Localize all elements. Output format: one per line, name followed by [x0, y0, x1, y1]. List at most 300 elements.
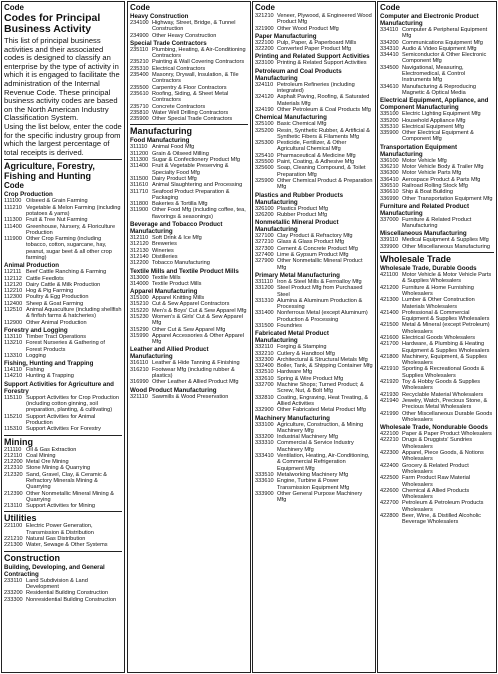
activity-code: 235810	[130, 109, 149, 116]
subsection-heading: Beverage and Tobacco Product Manufacturing	[130, 221, 223, 236]
activity-name: Other Miscellaneous Manufacturing	[402, 243, 490, 250]
activity-row	[380, 52, 494, 65]
activity-name: Jewelry, Watch, Precious Stone, & Precious Metal Wholesalers	[402, 397, 488, 411]
subsection-heading: Heavy Construction	[130, 13, 189, 20]
column-2	[127, 1, 251, 673]
activity-code: 332110	[255, 344, 274, 351]
activity-name: Clay Product & Refractory Mfg	[277, 233, 353, 240]
subsection-heading: Wood Product Manufacturing	[130, 386, 217, 394]
activity-name: Sand, Gravel, Clay, & Ceramic & Refractory Minerals Mining & Quarrying	[26, 471, 108, 491]
activity-code: 332300	[255, 356, 274, 363]
activity-row	[255, 82, 373, 95]
subsection-heading: Animal Production	[4, 262, 60, 270]
activity-code: 315990	[130, 332, 149, 339]
activity-name: Petroleum & Petroleum Products Wholesalers	[402, 500, 484, 513]
activity-name: Household Appliance Mfg	[402, 117, 466, 124]
activity-code: 313000	[130, 274, 149, 281]
activity-code: 336990	[380, 195, 399, 202]
activity-code: 324110	[255, 81, 274, 88]
activity-code: 221300	[4, 542, 23, 549]
activity-name: Pesticide, Fertilizer, & Other Agricultural Chemical Mfg	[277, 140, 347, 153]
activity-name: Soft Drink & Ice Mfg	[152, 235, 202, 242]
activity-code: 421800	[380, 353, 399, 360]
activity-name: Motor Vehicle Parts Mfg	[402, 170, 462, 177]
activity-name: Other Heavy Construction	[152, 32, 217, 39]
activity-row	[255, 94, 373, 107]
activity-name: Other Crop Farming (including tobacco, cotton, sugarcane, hay, peanut, sugar beet & all other crop farming)	[26, 236, 112, 261]
activity-code: 315220	[130, 307, 149, 314]
activity-name: Boiler, Tank, & Shipping Container Mfg	[277, 363, 373, 370]
activity-code: 332810	[255, 394, 274, 401]
activity-row	[130, 189, 248, 202]
activity-name: Other Fabricated Metal Product Mfg	[277, 407, 366, 414]
activity-code: 112300	[4, 294, 23, 301]
activity-code: 235710	[130, 103, 149, 110]
activity-name: Soap, Cleaning Compound, & Toilet Preparation Mfg	[277, 165, 366, 178]
activity-row	[380, 297, 494, 310]
activity-name: Other Miscellaneous Durable Goods Wholesalers	[402, 410, 493, 423]
activity-name: Highway, Street, Bridge, & Tunnel Construction	[152, 20, 236, 33]
activity-name: Audio & Video Equipment Mfg	[402, 45, 477, 52]
activity-name: Furniture & Related Product Manufacturing	[402, 216, 472, 230]
activity-row	[380, 217, 494, 230]
activity-code: 312120	[130, 241, 149, 248]
activity-row	[380, 500, 494, 513]
section-heading: Utilities	[4, 511, 122, 523]
activity-row	[380, 322, 494, 335]
subsection-heading: Crop Production	[4, 191, 53, 199]
activity-code: 311610	[130, 182, 149, 189]
subsection-heading: Chemical Manufacturing	[255, 114, 327, 122]
activity-row	[130, 379, 248, 385]
activity-row	[380, 310, 494, 323]
activity-name: Alumina & Aluminum Production & Processing	[277, 297, 363, 311]
activity-code: 334500	[380, 64, 399, 71]
activity-code: 334410	[380, 52, 399, 59]
activity-row	[380, 379, 494, 392]
activity-row	[4, 426, 122, 432]
activity-code: 233300	[4, 596, 23, 603]
activity-name: Resin, Synthetic Rubber, & Artificial & Synthetic Fibers & Filaments Mfg	[277, 127, 370, 140]
activity-name: Textile Mills	[152, 274, 181, 281]
activity-name: Paint, Coating, & Adhesive Mfg	[277, 159, 355, 166]
subsection-heading: Support Activities for Agriculture and Forestry	[4, 380, 114, 395]
activity-code: 326200	[255, 211, 274, 218]
activity-name: Furniture & Home Furnishing Wholesalers	[402, 284, 474, 297]
activity-name: Coal Mining	[26, 452, 56, 459]
activity-row	[255, 285, 373, 298]
activity-row	[255, 491, 373, 504]
activity-name: Beer, Wine, & Distilled Alcoholic Beverage Wholesalers	[402, 513, 481, 526]
activity-name: Railroad Rolling Stock Mfg	[402, 182, 468, 189]
subsection-heading: Printing and Related Support Activities	[255, 53, 370, 61]
activity-code: 325200	[255, 127, 274, 134]
activity-name: Logging	[26, 352, 46, 359]
activity-name: Ventilation, Heating, Air-Conditioning, & Commercial Refrigeration Equipment Mfg	[277, 453, 370, 472]
activity-name: Fruit & Tree Nut Farming	[26, 217, 88, 224]
activity-code: 111900	[4, 236, 22, 243]
activity-name: Leather & Hide Tanning & Finishing	[152, 360, 240, 367]
activity-row	[4, 236, 122, 261]
activity-name: Machine Shops; Turned Product; & Screw, Nut, & Bolt Mfg	[277, 382, 364, 395]
code-header: Code	[130, 3, 150, 12]
activity-code: 421100	[380, 272, 399, 279]
activity-name: Other Petroleum & Coal Products Mfg	[277, 106, 371, 113]
code-header: Code	[4, 3, 24, 12]
activity-name: Painting & Wall Covering Contractors	[152, 59, 245, 66]
subsection-heading: Plastics and Rubber Products Manufacturing	[255, 191, 344, 206]
activity-row	[380, 285, 494, 298]
activity-name: Chemical & Allied Products Wholesalers	[402, 487, 470, 501]
activity-row	[4, 491, 122, 504]
activity-name: Sugar & Confectionery Product Mfg	[152, 157, 240, 164]
activity-code: 325100	[255, 121, 274, 128]
activity-code: 422210	[380, 437, 399, 444]
activity-name: Tobacco Manufacturing	[152, 260, 210, 267]
activity-name: Machinery, Equipment, & Supplies Wholesalers	[402, 353, 488, 367]
activity-code: 336100	[380, 157, 399, 164]
activity-code: 315210	[130, 301, 149, 308]
activity-name: Nonferrous Metal (except Aluminum) Production & Processing	[277, 310, 368, 323]
activity-name: Printing & Related Support Activities	[277, 60, 367, 67]
activity-row	[255, 13, 373, 26]
activity-row	[4, 224, 122, 237]
activity-row	[380, 130, 494, 143]
activity-row	[255, 26, 373, 32]
activity-name: Oilseed & Grain Farming	[26, 198, 88, 205]
activity-code: 321110	[130, 393, 148, 400]
activity-code: 332700	[255, 382, 274, 389]
subsection-heading: Wholesale Trade, Durable Goods	[380, 265, 477, 273]
activity-name: Basic Chemical Mfg	[277, 121, 327, 128]
activity-code: 115110	[4, 394, 22, 401]
activity-name: Hardware Mfg	[277, 369, 313, 376]
activity-code: 336610	[380, 189, 399, 196]
activity-name: Veneer, Plywood, & Engineered Wood Product Mfg	[277, 13, 372, 26]
subsection-heading: Special Trade Contractors	[130, 39, 207, 47]
activity-code: 112112	[4, 275, 22, 282]
activity-row	[255, 46, 373, 52]
activity-code: 311500	[130, 175, 149, 182]
activity-name: Breweries	[152, 241, 177, 248]
activity-name: Oil & Gas Extraction	[26, 446, 77, 453]
activity-name: Medical Equipment & Supplies Mfg	[402, 237, 489, 244]
activity-code: 311110	[130, 144, 148, 151]
activity-name: Land Subdivision & Land Development	[26, 577, 88, 590]
activity-row	[380, 366, 494, 379]
activity-code: 327300	[255, 245, 274, 252]
section-heading: Manufacturing	[130, 124, 248, 136]
activity-code: 112510	[4, 307, 23, 314]
activity-name: Support Activities For Forestry	[26, 426, 101, 433]
activity-code: 235610	[130, 90, 149, 97]
activity-row	[255, 128, 373, 141]
activity-name: Nonresidential Building Construction	[26, 596, 117, 603]
activity-name: Distilleries	[152, 253, 178, 260]
activity-name: Women's & Girls' Cut & Sew Apparel Mfg	[152, 313, 243, 327]
activity-name: Fishing	[26, 367, 45, 374]
activity-code: 112400	[4, 300, 23, 307]
activity-name: Other Nonmetallic Mineral Product Mfg	[277, 258, 363, 271]
activity-row	[130, 91, 248, 104]
activity-row	[255, 212, 373, 218]
activity-row	[4, 414, 122, 427]
activity-code: 113310	[4, 352, 23, 359]
activity-row	[255, 478, 373, 491]
activity-code: 111400	[4, 223, 22, 230]
activity-name: Metal Ore Mining	[26, 459, 69, 466]
activity-row	[380, 27, 494, 40]
activity-name: Drugs & Druggists' Sundries Wholesalers	[402, 437, 473, 450]
subsection-heading: Apparel Manufacturing	[130, 288, 198, 296]
activity-code: 421700	[380, 341, 399, 348]
activity-name: Other Transportation Equipment Mfg	[402, 195, 493, 202]
activity-name: Roofing, Siding, & Sheet Metal Contractors	[152, 90, 229, 104]
activity-row	[4, 353, 122, 359]
activity-row	[255, 422, 373, 435]
activity-name: Other Nonmetallic Mineral Mining & Quarrying	[26, 490, 114, 503]
activity-row	[380, 411, 494, 424]
activity-code: 422700	[380, 500, 399, 507]
activity-row	[130, 72, 248, 85]
activity-code: 327900	[255, 258, 274, 265]
activity-row	[255, 382, 373, 395]
activity-name: Support Activities for Mining	[26, 503, 96, 510]
activity-code: 331400	[255, 310, 274, 317]
activity-row	[4, 542, 122, 548]
activity-code: 334110	[380, 27, 399, 33]
activity-code: 315230	[130, 313, 149, 320]
activity-row	[380, 244, 494, 250]
activity-name: Electrical Equipment Mfg	[402, 123, 464, 130]
activity-name: Lumber & Other Construction Materials Wholesalers	[402, 297, 475, 310]
activity-row	[255, 298, 373, 311]
activity-row	[130, 333, 248, 346]
activity-code: 421400	[380, 309, 399, 316]
activity-code: 331500	[255, 322, 274, 329]
activity-code: 112120	[4, 281, 23, 288]
activity-code: 113210	[4, 340, 23, 347]
activity-name: Professional & Commercial Equipment & Supplies Wholesalers	[402, 309, 490, 323]
page-title: Codes for Principal Business Activity	[4, 12, 101, 35]
activity-name: Computer & Peripheral Equipment Mfg	[402, 27, 488, 40]
activity-code: 113110	[4, 333, 22, 340]
subsection-heading: Computer and Electronic Product Manufacturing	[380, 13, 479, 27]
activity-name: Plumbing, Heating, & Air-Conditioning Contractors	[152, 46, 246, 60]
activity-row	[380, 513, 494, 526]
activity-code: 212110	[4, 452, 23, 459]
subsection-heading: Petroleum and Coal Products Manufacturing	[255, 67, 342, 82]
activity-code: 312130	[130, 247, 149, 254]
activity-code: 311800	[130, 201, 149, 208]
activity-row	[130, 20, 248, 33]
activity-row	[130, 281, 248, 287]
activity-name: Electrical Contractors	[152, 65, 206, 72]
activity-row	[380, 341, 494, 354]
activity-name: Concrete Contractors	[152, 103, 206, 110]
activity-code: 421940	[380, 397, 399, 404]
activity-row	[255, 165, 373, 178]
activity-row	[130, 116, 248, 122]
activity-row	[380, 354, 494, 367]
activity-name: Pulp, Paper, & Paperboard Mills	[277, 39, 357, 46]
activity-name: Apparel Accessories & Other Apparel Mfg	[152, 332, 245, 346]
activity-code: 336300	[380, 170, 399, 177]
activity-name: Plastics Product Mfg	[277, 205, 328, 212]
section-heading: Mining	[4, 435, 122, 447]
subsection-heading: Food Manufacturing	[130, 137, 190, 145]
activity-name: Asphalt Paving, Roofing, & Saturated Materials Mfg	[277, 94, 370, 107]
activity-code: 325410	[255, 152, 274, 159]
activity-code: 325600	[255, 165, 274, 172]
activity-row	[380, 398, 494, 411]
activity-name: Motor Vehicle & Motor Vehicle Parts & Supplies Wholesalers	[402, 272, 492, 285]
activity-code: 336510	[380, 182, 399, 189]
activity-row	[380, 65, 494, 84]
activity-code: 332210	[255, 350, 274, 357]
activity-name: Other Animal Production	[26, 319, 87, 326]
activity-name: Other Leather & Allied Product Mfg	[152, 379, 239, 386]
activity-code: 221210	[4, 536, 23, 543]
activity-name: Farm Product Raw Material Wholesalers	[402, 475, 471, 488]
activity-name: Animal Food Mfg	[152, 144, 195, 151]
activity-name: Communications Equipment Mfg	[402, 39, 483, 46]
activity-row	[130, 367, 248, 380]
activity-name: Electric Lighting Equipment Mfg	[402, 111, 481, 118]
activity-name: Industrial Machinery Mfg	[277, 434, 338, 441]
activity-name: Cutlery & Handtool Mfg	[277, 350, 335, 357]
column-3-list	[255, 3, 373, 503]
activity-name: Wineries	[152, 247, 174, 254]
subsection-heading: Nonmetallic Mineral Product Manufacturing	[255, 219, 339, 234]
activity-code: 311200	[130, 150, 149, 157]
section-heading: Construction	[4, 551, 122, 563]
subsection-heading: Fishing, Hunting and Trapping	[4, 360, 94, 368]
activity-name: Forging & Stamping	[277, 344, 327, 351]
activity-code: 212390	[4, 490, 23, 497]
activity-name: Water, Sewage & Other Systems	[26, 542, 108, 549]
activity-code: 335310	[380, 123, 399, 130]
activity-code: 114110	[4, 367, 22, 374]
activity-code: 115210	[4, 413, 23, 420]
activity-code: 324190	[255, 106, 274, 113]
activity-row	[380, 437, 494, 450]
activity-code: 234100	[130, 20, 149, 26]
activity-code: 339900	[380, 243, 399, 250]
activity-name: Footwear Mfg (including rubber & plastics)	[152, 366, 235, 380]
activity-name: Toy & Hobby Goods & Supplies Wholesalers	[402, 379, 481, 392]
code-header: Code	[380, 3, 400, 12]
activity-code: 333310	[255, 440, 274, 447]
activity-name: Paper & Paper Product Wholesalers	[402, 431, 492, 438]
activity-name: Grocery & Related Product Wholesalers	[402, 462, 469, 475]
activity-row	[4, 523, 122, 536]
activity-code: 333510	[255, 471, 274, 478]
activity-code: 327210	[255, 239, 274, 246]
activity-name: Support Activities for Animal Production	[26, 413, 96, 426]
activity-code: 235110	[130, 46, 149, 53]
activity-name: Beef Cattle Ranching & Farming	[26, 269, 107, 276]
section-heading: Wholesale Trade	[380, 252, 494, 264]
activity-row	[255, 178, 373, 191]
intro-instruction: Using the list below, enter the code for the specific industry group from which the largest percentage of total receipts is derived.	[4, 121, 122, 157]
activity-code: 331310	[255, 297, 274, 304]
activity-name: Foundries	[277, 322, 302, 329]
activity-name: Water Well Drilling Contractors	[152, 109, 229, 116]
activity-row	[255, 395, 373, 408]
activity-row	[130, 260, 248, 266]
subsection-heading: Transportation Equipment Manufacturing	[380, 143, 458, 158]
activity-name: Men's & Boys' Cut & Sew Apparel Mfg	[152, 307, 247, 314]
activity-code: 333900	[255, 490, 274, 497]
activity-name: Hunting & Trapping	[26, 373, 74, 380]
activity-code: 422600	[380, 487, 399, 494]
activity-code: 212320	[4, 471, 23, 478]
activity-name: Fruit & Vegetable Preserving & Specialty Food Mfg	[152, 163, 229, 176]
activity-name: Ship & Boat Building	[402, 189, 453, 196]
activity-code: 332510	[255, 369, 274, 376]
subsection-heading: Leather and Allied Product Manufacturing	[130, 346, 209, 361]
column-4-list	[380, 3, 494, 526]
activity-name: Animal Aquaculture (including shellfish & finfish farms & hatcheries)	[26, 307, 122, 320]
activity-name: Recyclable Material Wholesalers	[402, 391, 484, 398]
activity-row	[255, 440, 373, 453]
intro-paragraph: This list of principal business activities and their associated codes is designed to classify an enterprise by the type of activity in which it is engaged to facilitate the administration of the Internal Revenue Code. These principal business activity codes are based on the North American Industry Classification System.	[4, 36, 120, 123]
activity-name: Electric Power Generation, Transmission & Distribution	[26, 523, 94, 536]
activity-row	[130, 163, 248, 176]
subsection-heading: Miscellaneous Manufacturing	[380, 230, 467, 238]
activity-row	[380, 196, 494, 202]
activity-name: Sheep & Goat Farming	[26, 300, 84, 307]
subsection-heading: Fabricated Metal Product Manufacturing	[255, 330, 329, 345]
activity-code: 233110	[4, 577, 23, 584]
activity-name: Support Activities for Crop Production (including cotton ginning, soil preparation, planting, & cultivating)	[26, 394, 119, 414]
activity-name: Metal & Mineral (except Petroleum) Wholesalers	[402, 322, 490, 335]
subsection-heading: Building, Developing, and General Contracting	[4, 563, 105, 578]
activity-name: Poultry & Egg Production	[26, 294, 89, 301]
activity-row	[380, 450, 494, 463]
activity-row	[255, 140, 373, 153]
activity-code: 325500	[255, 159, 274, 166]
activity-name: Masonry, Drywall, Insulation, & Tile Contractors	[152, 72, 239, 85]
activity-code: 332610	[255, 375, 274, 382]
activity-code: 321900	[255, 25, 274, 32]
activity-name: Motor Vehicle Body & Trailer Mfg	[402, 164, 484, 171]
activity-code: 234900	[130, 32, 149, 39]
activity-name: Carpentry & Floor Contractors	[152, 84, 227, 91]
activity-name: Commercial & Service Industry Machinery Mfg	[277, 440, 354, 453]
activity-name: Textile Product Mills	[152, 280, 202, 287]
activity-row	[255, 258, 373, 271]
activity-code: 327100	[255, 233, 274, 240]
subsection-heading: Furniture and Related Product Manufacturing	[380, 202, 470, 217]
activity-name: Greenhouse, Nursery, & Floriculture Production	[26, 223, 116, 236]
activity-code: 111100	[4, 198, 22, 205]
activity-code: 315100	[130, 295, 149, 302]
activity-code: 335200	[380, 117, 399, 124]
subsection-heading: Electrical Equipment, Appliance, and Component Manufacturing	[380, 97, 489, 112]
activity-code: 212200	[4, 459, 23, 466]
activity-row	[255, 323, 373, 329]
activity-name: Cut & Sew Apparel Contractors	[152, 301, 230, 308]
code-header: Code	[255, 3, 275, 12]
activity-code: 325300	[255, 140, 274, 147]
activity-name: Converted Paper Product Mfg	[277, 46, 351, 53]
activity-name: Timber Tract Operations	[26, 333, 87, 340]
activity-name: Dairy Cattle & Milk Production	[26, 281, 101, 288]
activity-row	[130, 314, 248, 327]
activity-name: Pharmaceutical & Medicine Mfg	[277, 152, 356, 159]
